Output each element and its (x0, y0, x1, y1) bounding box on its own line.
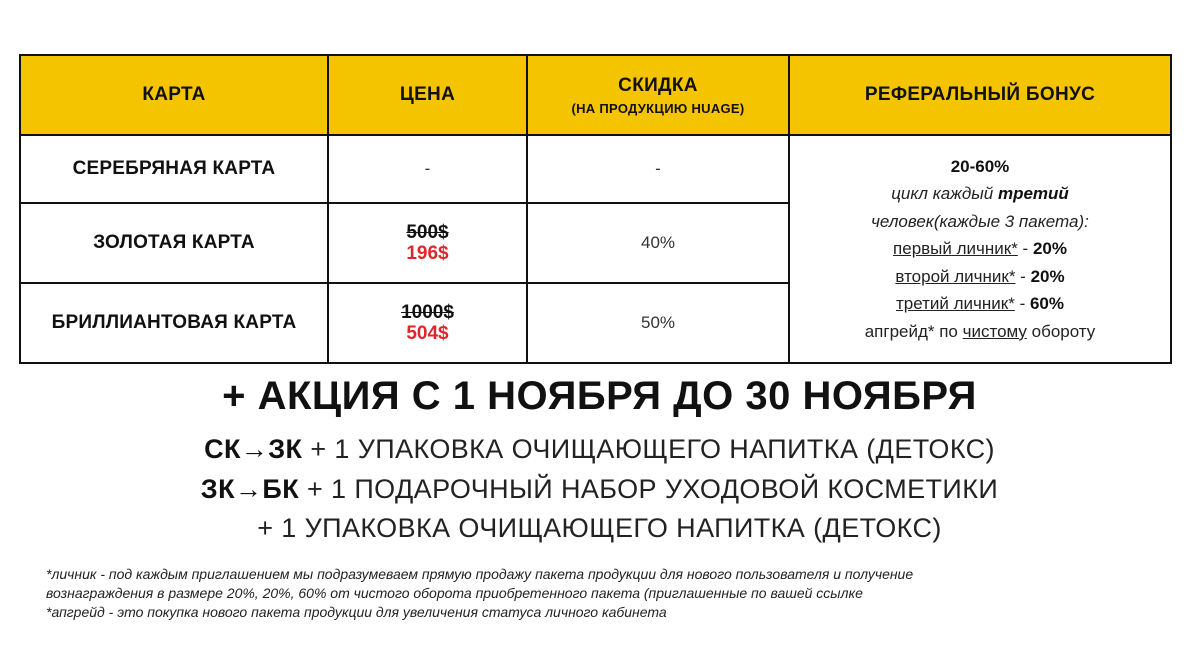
bonus-first-value: 20% (1032, 239, 1067, 259)
bonus-first-line (790, 235, 1170, 263)
promo-line-2 (0, 474, 1199, 505)
discount-silver: - (527, 135, 789, 203)
promo-line-1-upgrade: СК→ЗК (204, 434, 303, 464)
price-silver: - (328, 135, 527, 203)
bonus-cycle-emphasis: третий (997, 184, 1069, 204)
card-name-silver: СЕРЕБРЯНАЯ КАРТА (20, 135, 328, 203)
header-discount-subtitle: (НА ПРОДУКЦИЮ HUAGE) (571, 100, 745, 116)
footnote-line-1: *личник - под каждым приглашением мы подразумеваем прямую продажу пакета продукции для нового пользователя и получение (46, 566, 914, 582)
table-row-silver (20, 135, 1171, 203)
bonus-first-label: первый личник* (893, 239, 1018, 259)
bonus-range: 20-60% (950, 156, 1010, 176)
bonus-third-value: 60% (1029, 294, 1064, 314)
bonus-cycle-detail: человек(каждые 3 пакета): (871, 211, 1089, 231)
bonus-third-label: третий личник* (896, 294, 1015, 314)
header-bonus: РЕФЕРАЛЬНЫЙ БОНУС (789, 55, 1171, 135)
bonus-cycle-line (790, 180, 1170, 208)
promo-line-1 (0, 434, 1199, 465)
new-price-gold: 196$ (406, 243, 449, 264)
card-name-diamond: БРИЛЛИАНТОВАЯ КАРТА (20, 283, 328, 363)
bonus-upgrade-text: апгрейд* по (864, 321, 963, 341)
bonus-first-dash: - (1017, 239, 1033, 259)
header-discount-title: СКИДКА (618, 74, 698, 96)
bonus-second-dash: - (1015, 266, 1031, 286)
bonus-second-line (790, 263, 1170, 291)
bonus-upgrade-underlined: чистому (962, 321, 1027, 341)
card-comparison-table (19, 54, 1172, 364)
card-name-gold: ЗОЛОТАЯ КАРТА (20, 203, 328, 283)
footnote-line-3: *апгрейд - это покупка нового пакета продукции для увеличения статуса личного кабинета (46, 604, 667, 620)
old-price-gold: 500$ (406, 222, 449, 243)
bonus-third-dash: - (1014, 294, 1030, 314)
header-discount (527, 55, 789, 135)
bonus-cycle-text: цикл каждый (891, 184, 998, 204)
promo-line-3: + 1 УПАКОВКА ОЧИЩАЮЩЕГО НАПИТКА (ДЕТОКС) (257, 513, 942, 543)
header-price: ЦЕНА (328, 55, 527, 135)
old-price-diamond: 1000$ (401, 302, 454, 323)
discount-diamond: 50% (527, 283, 789, 363)
referral-bonus-cell (789, 135, 1171, 363)
bonus-upgrade-line (790, 318, 1170, 346)
bonus-second-label: второй личник* (895, 266, 1016, 286)
price-gold (328, 203, 527, 283)
bonus-second-value: 20% (1030, 266, 1065, 286)
bonus-third-line (790, 290, 1170, 318)
footnote-line-2: вознаграждения в размере 20%, 20%, 60% от чистого оборота приобретенного пакета (приглашенные по вашей ссылке (46, 585, 863, 601)
card-comparison-table-wrap (19, 54, 1170, 364)
table-header-row (20, 55, 1171, 135)
promo-line-2-text: + 1 ПОДАРОЧНЫЙ НАБОР УХОДОВОЙ КОСМЕТИКИ (299, 474, 999, 504)
promo-title: + АКЦИЯ С 1 НОЯБРЯ ДО 30 НОЯБРЯ (222, 374, 977, 418)
header-card: КАРТА (20, 55, 328, 135)
bonus-upgrade-tail: обороту (1026, 321, 1096, 341)
new-price-diamond: 504$ (406, 323, 449, 344)
price-diamond (328, 283, 527, 363)
discount-gold: 40% (527, 203, 789, 283)
footnotes (46, 565, 1166, 622)
promo-line-2-upgrade: ЗК→БК (200, 474, 300, 504)
promo-line-1-text: + 1 УПАКОВКА ОЧИЩАЮЩЕГО НАПИТКА (ДЕТОКС) (302, 434, 995, 464)
